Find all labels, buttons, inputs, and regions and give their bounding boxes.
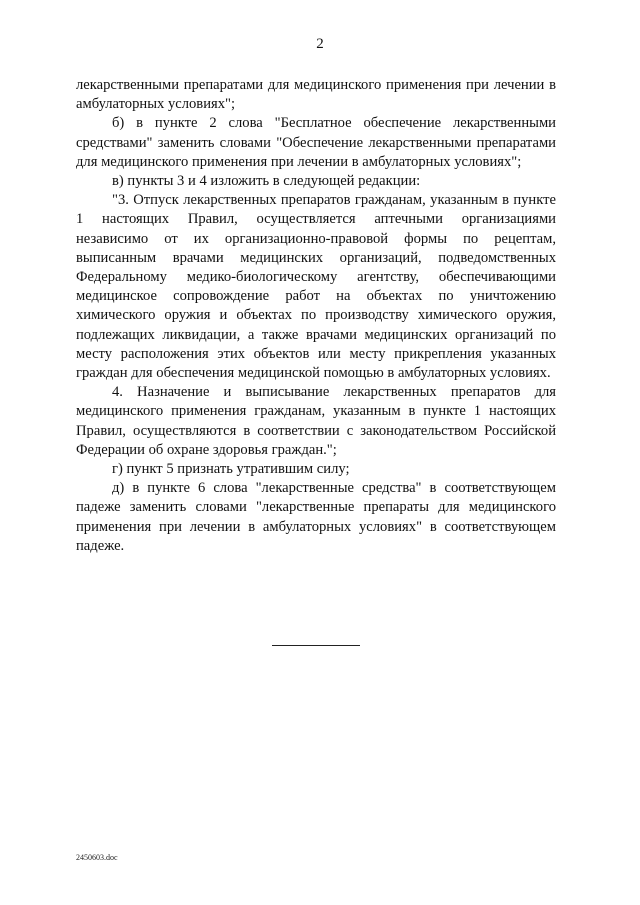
document-body (76, 76, 556, 556)
paragraph-item-d: д) в пункте 6 слова "лекарственные средства" в соответствующем падеже заменить словами "лекарственные препараты для медицинского применения при лечении в амбулаторных условиях" в соответствующем падеже. (76, 480, 556, 554)
page-number: 2 (316, 36, 324, 52)
paragraph-point-3: "3. Отпуск лекарственных препаратов гражданам, указанным в пункте 1 настоящих Правил, осуществляется аптечными организациями независимо от их организационно-правовой формы по рецептам, выписанным врачами медицинских организаций, подведомственных Федеральному медико-биологическому агентству, обеспечивающими медицинское сопровождение работ на объектах по уничтожению химического оружия и объектах по производству химического оружия, подлежащих ликвидации, а также врачами медицинских организаций по месту расположения этих объектов или месту прикрепления указанных граждан для обеспечения медицинской помощью в амбулаторных условиях. (76, 192, 556, 382)
file-reference: 2450603.doc (76, 853, 118, 862)
paragraph-point-4: 4. Назначение и выписывание лекарственных препаратов для медицинского применения гражданам, указанным в пункте 1 настоящих Правил, осуществляются в соответствии с законодательством Российской Федерации об охране здоровья граждан."; (76, 384, 556, 458)
paragraph-item-b: б) в пункте 2 слова "Бесплатное обеспечение лекарственными средствами" заменить словами "Обеспечение лекарственными препаратами для медицинского применения при лечении в амбулаторных условиях"; (76, 115, 556, 170)
paragraph-continuation: лекарственными препаратами для медицинского применения при лечении в амбулаторных условиях"; (76, 77, 556, 113)
paragraph-item-v: в) пункты 3 и 4 изложить в следующей редакции: (112, 173, 421, 190)
end-divider (272, 645, 360, 646)
paragraph-item-g: г) пункт 5 признать утратившим силу; (112, 461, 350, 478)
